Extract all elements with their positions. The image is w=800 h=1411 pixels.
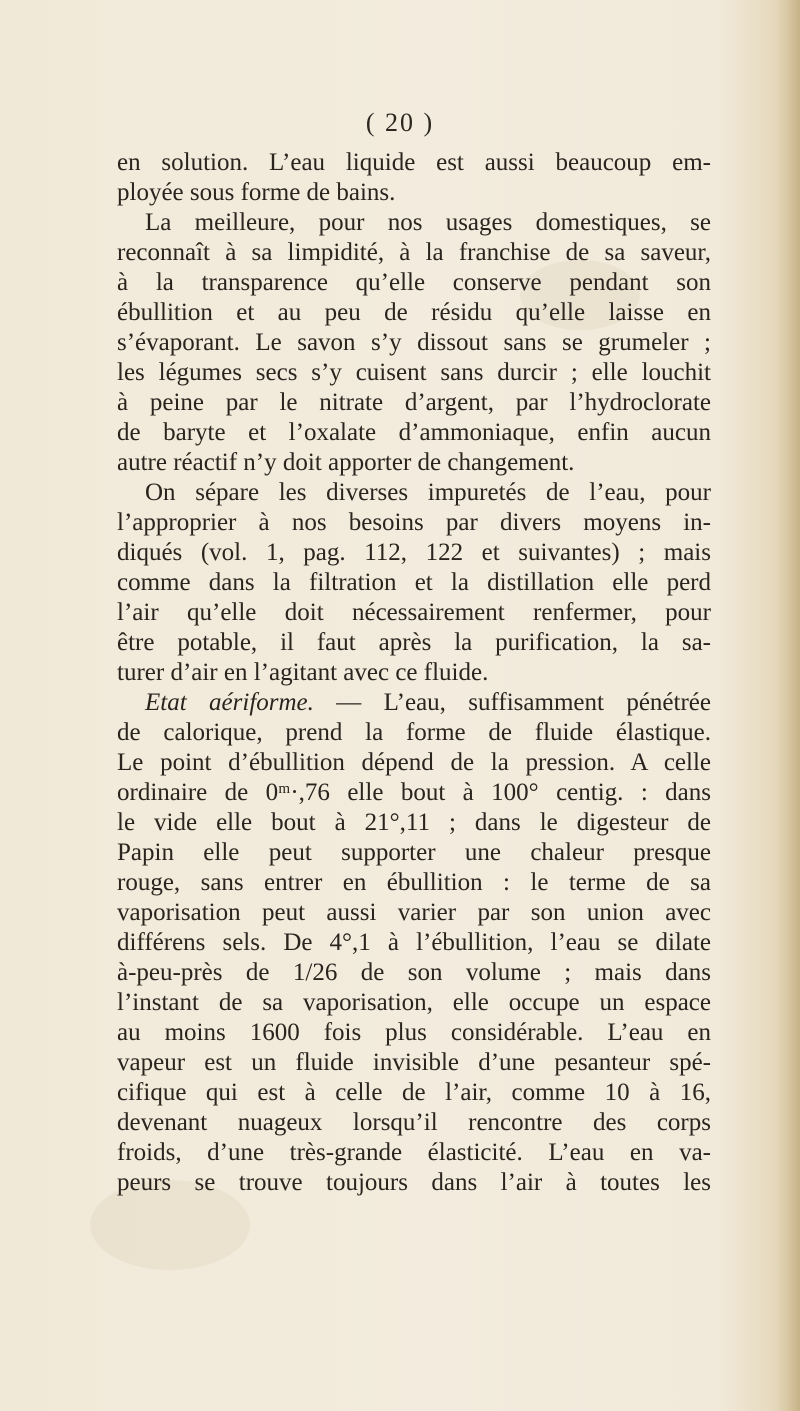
text-line: les légumes secs s’y cuisent sans durcir ; elle louchit	[117, 359, 711, 386]
body-text	[117, 148, 711, 1198]
text-line: l’instant de sa vaporisation, elle occupe un espace	[117, 989, 711, 1016]
text-line: ployée sous forme de bains.	[117, 179, 396, 206]
page-edge-shadow	[778, 0, 800, 1411]
text-line: de baryte et l’oxalate d’ammoniaque, enfin aucun	[117, 419, 711, 446]
text-line: peurs se trouve toujours dans l’air à toutes les	[117, 1169, 711, 1196]
text-line: autre réactif n’y doit apporter de changement.	[117, 449, 575, 476]
page-number: ( 20 )	[365, 108, 435, 137]
section-heading: Etat aériforme.	[145, 689, 314, 716]
text-line: être potable, il faut après la purification, la sa-	[117, 629, 711, 656]
text-line: vaporisation peut aussi varier par son union avec	[117, 899, 711, 926]
text-line: cifique qui est à celle de l’air, comme 10 à 16,	[117, 1079, 711, 1106]
text-line: La meilleure, pour nos usages domestiques, se	[145, 209, 711, 236]
text-line: ébullition et au peu de résidu qu’elle laisse en	[117, 299, 711, 326]
text-line: vapeur est un fluide invisible d’une pesanteur spé-	[117, 1049, 711, 1076]
text-line: froids, d’une très-grande élasticité. L’eau en va-	[117, 1139, 711, 1166]
text-line: en solution. L’eau liquide est aussi beaucoup em-	[117, 149, 711, 176]
text-line: au moins 1600 fois plus considérable. L’eau en	[117, 1019, 711, 1046]
text-line: s’évaporant. Le savon s’y dissout sans se grumeler ;	[117, 329, 711, 356]
text-line: comme dans la filtration et la distillation elle perd	[117, 569, 711, 596]
text-line: à la transparence qu’elle conserve pendant son	[117, 269, 711, 296]
text-line: l’air qu’elle doit nécessairement renfermer, pour	[117, 599, 711, 626]
text-line: à-peu-près de 1/26 de son volume ; mais dans	[117, 959, 711, 986]
text-line-content: — L’eau, suffisamment pénétrée	[313, 689, 711, 716]
text-line: différens sels. De 4°,1 à l’ébullition, l’eau se dilate	[117, 929, 711, 956]
text-line: turer d’air en l’agitant avec ce fluide.	[117, 659, 489, 686]
text-line: Papin elle peut supporter une chaleur presque	[117, 839, 711, 866]
text-line	[117, 688, 711, 718]
text-line: à peine par le nitrate d’argent, par l’hydroclorate	[117, 389, 711, 416]
text-line: reconnaît à sa limpidité, à la franchise de sa saveur,	[117, 239, 711, 266]
text-line: diqués (vol. 1, pag. 112, 122 et suivantes) ; mais	[117, 539, 711, 566]
text-line: l’approprier à nos besoins par divers moyens in-	[117, 509, 711, 536]
text-line: Le point d’ébullition dépend de la pression. A celle	[117, 749, 711, 776]
text-line: rouge, sans entrer en ébullition : le terme de sa	[117, 869, 711, 896]
text-line: de calorique, prend la forme de fluide élastique.	[117, 719, 711, 746]
text-line: devenant nuageux lorsqu’il rencontre des corps	[117, 1109, 711, 1136]
text-line: ordinaire de 0ᵐ·,76 elle bout à 100° centig. : dans	[117, 779, 711, 806]
text-line: le vide elle bout à 21°,11 ; dans le digesteur de	[117, 809, 711, 836]
text-line: On sépare les diverses impuretés de l’eau, pour	[145, 479, 711, 506]
